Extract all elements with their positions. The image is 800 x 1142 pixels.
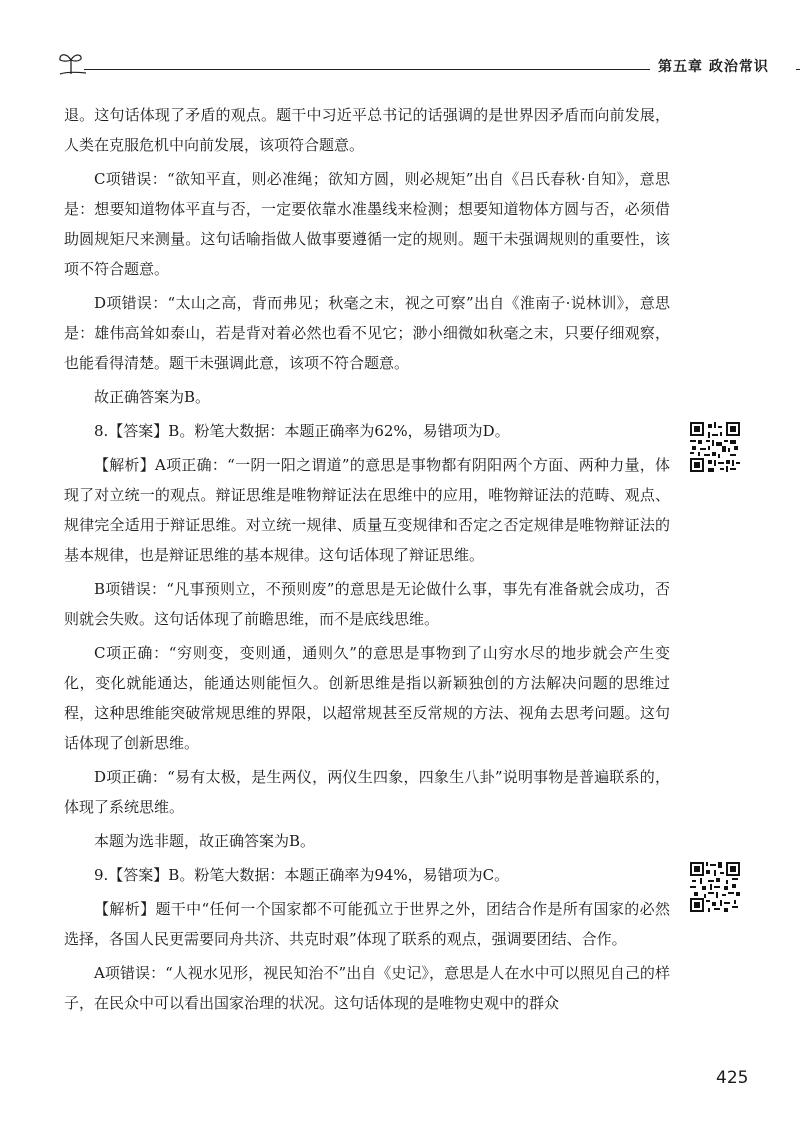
answer-line: 8.【答案】B。粉笔大数据：本题正确率为62%，易错项为D。 <box>94 422 510 440</box>
body-text <box>64 100 670 1018</box>
paragraph: C项错误：“欲知平直，则必准绳；欲知方圆，则必规矩”出自《吕氏春秋·自知》，意思是：想要知道物体平直与否，一定要依靠水准墨线来检测；想要知道物体方圆与否，必须借助圆规矩尺来测量。这句话喻指做人做事要遵循一定的规则。题干未强调规则的重要性，该项不符合题意。 <box>64 170 670 278</box>
page-header <box>56 42 768 82</box>
header-rule-left <box>84 69 650 70</box>
paragraph: 故正确答案为B。 <box>94 388 211 406</box>
paragraph: A项错误：“人视水见形，视民知治不”出自《史记》，意思是人在水中可以照见自己的样子，在民众中可以看出国家治理的状况。这句话体现的是唯物史观中的群众 <box>64 964 670 1012</box>
paragraph: C项正确：“穷则变，变则通，通则久”的意思是事物到了山穷水尽的地步就会产生变化，变化就能通达，能通达则能恒久。创新思维是指以新颖独创的方法解决问题的思维过程，这种思维能突破常规思维的界限，以超常规甚至反常规的方法、视角去思考问题。这句话体现了创新思维。 <box>64 644 670 752</box>
answer-line: 9.【答案】B。粉笔大数据：本题正确率为94%，易错项为C。 <box>94 866 510 884</box>
paragraph: 退。这句话体现了矛盾的观点。题干中习近平总书记的话强调的是世界因矛盾而向前发展，人类在克服危机中向前发展，该项符合题意。 <box>64 106 670 154</box>
qr-code-icon <box>690 862 740 912</box>
chapter-title: 第五章 政治常识 <box>658 59 769 75</box>
sprout-icon <box>56 46 86 76</box>
analysis-paragraph: 【解析】A项正确：“一阴一阳之谓道”的意思是事物都有阴阳两个方面、两种力量，体现了对立统一的观点。辩证思维是唯物辩证法在思维中的应用，唯物辩证法的范畴、观点、规律完全适用于辩证思维。对立统一规律、质量互变规律和否定之否定规律是唯物辩证法的基本规律，也是辩证思维的基本规律。这句话体现了辩证思维。 <box>64 456 670 564</box>
qr-code-question-9[interactable] <box>690 862 740 912</box>
qr-code-icon <box>690 422 740 472</box>
paragraph: 本题为选非题，故正确答案为B。 <box>94 832 316 850</box>
qr-code-question-8[interactable] <box>690 422 740 472</box>
analysis-paragraph: 【解析】题干中“任何一个国家都不可能孤立于世界之外，团结合作是所有国家的必然选择，各国人民更需要同舟共济、共克时艰”体现了联系的观点，强调要团结、合作。 <box>64 900 670 948</box>
paragraph: D项正确：“易有太极，是生两仪，两仪生四象，四象生八卦”说明事物是普遍联系的，体现了系统思维。 <box>64 768 670 816</box>
paragraph: D项错误：“太山之高，背而弗见；秋毫之末，视之可察”出自《淮南子·说林训》，意思是：雄伟高耸如泰山，若是背对着必然也看不见它；渺小细微如秋毫之末，只要仔细观察，也能看得清楚。题干未强调此意，该项不符合题意。 <box>64 294 670 372</box>
paragraph: B项错误：“凡事预则立，不预则废”的意思是无论做什么事，事先有准备就会成功，否则就会失败。这句话体现了前瞻思维，而不是底线思维。 <box>64 580 670 628</box>
page-number: 425 <box>716 1068 749 1088</box>
header-rule-right <box>796 69 800 70</box>
